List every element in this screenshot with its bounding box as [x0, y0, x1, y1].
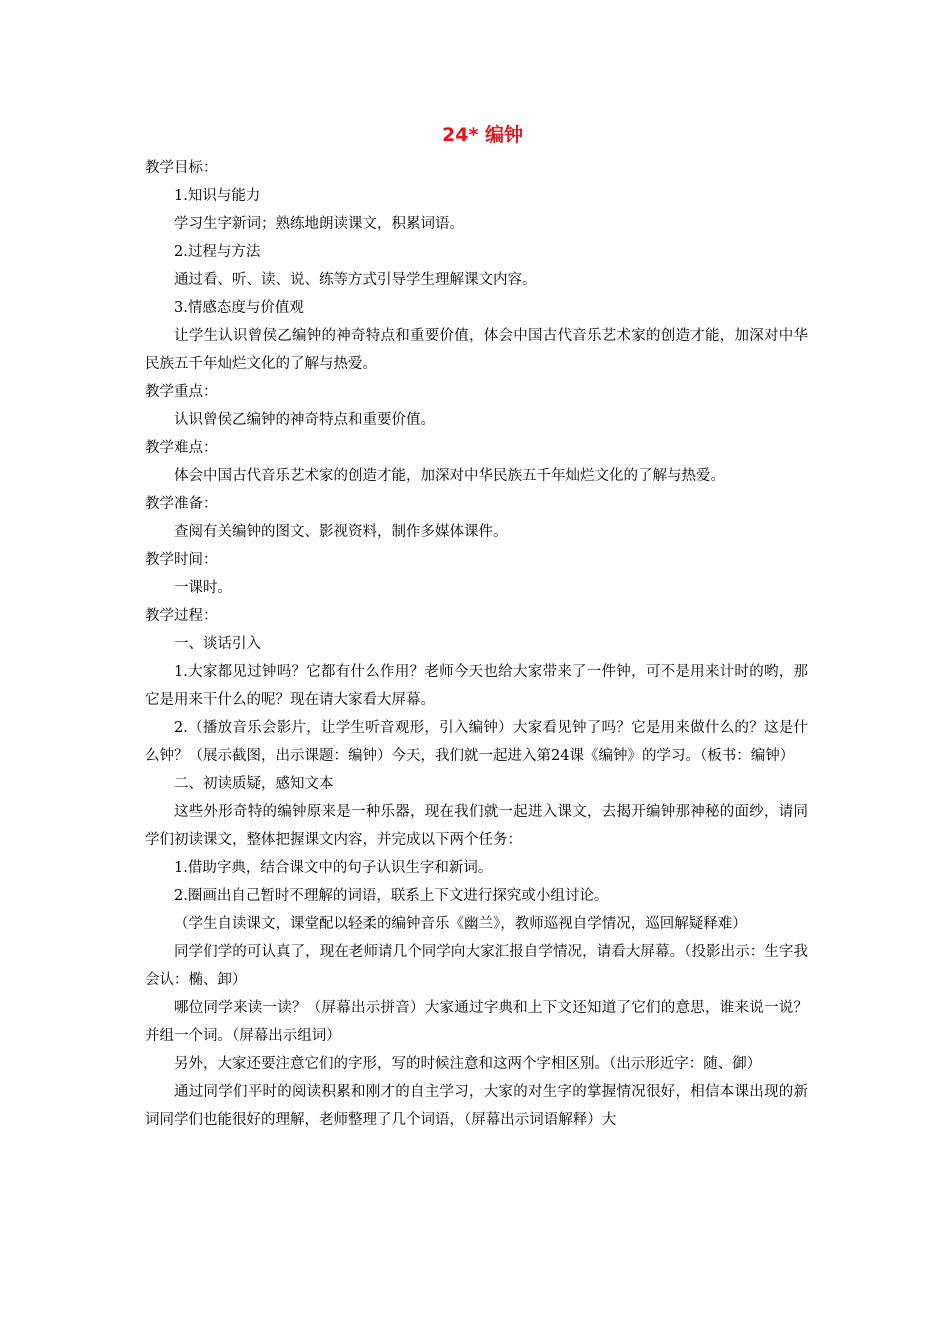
paragraph: 1.大家都见过钟吗？它都有什么作用？老师今天也给大家带来了一件钟，可不是用来计时的哟，那它是用来干什么的呢？现在请大家看大屏幕。	[145, 664, 808, 708]
paragraph: 哪位同学来读一读？（屏幕出示拼音）大家通过字典和上下文还知道了它们的意思，谁来说一说？并组一个词。（屏幕出示组词）	[145, 1000, 808, 1044]
paragraph: 2.（播放音乐会影片，让学生听音观形，引入编钟）大家看见钟了吗？它是用来做什么的？这是什么钟？（展示截图，出示课题：编钟）今天，我们就一起进入第24课《编钟》的学习。（板书：编钟）	[145, 720, 808, 764]
section-heading: 教学时间：	[145, 552, 218, 568]
paragraph: 通过同学们平时的阅读积累和刚才的自主学习，大家的对生字的掌握情况很好，相信本课出现的新词同学们也能很好的理解，老师整理了几个词语，（屏幕出示词语解释）大	[145, 1084, 808, 1128]
paragraph: 体会中国古代音乐艺术家的创造才能，加深对中华民族五千年灿烂文化的了解与热爱。	[174, 468, 725, 484]
section-heading: 教学目标：	[145, 160, 218, 176]
paragraph: （学生自读课文，课堂配以轻柔的编钟音乐《幽兰》，教师巡视自学情况，巡回解疑释难）	[174, 916, 747, 932]
document-title: 24* 编钟	[442, 124, 523, 146]
section-heading: 教学重点：	[145, 384, 218, 400]
paragraph: 1.知识与能力	[174, 188, 261, 204]
paragraph: 一课时。	[174, 580, 232, 596]
document-body	[145, 154, 808, 1134]
paragraph: 2.圈画出自己暂时不理解的词语，联系上下文进行探究或小组讨论。	[174, 888, 609, 904]
section-heading: 教学准备：	[145, 496, 218, 512]
paragraph: 这些外形奇特的编钟原来是一种乐器，现在我们就一起进入课文，去揭开编钟那神秘的面纱，请同学们初读课文，整体把握课文内容，并完成以下两个任务：	[145, 804, 808, 848]
paragraph: 认识曾侯乙编钟的神奇特点和重要价值。	[174, 412, 435, 428]
paragraph: 3.情感态度与价值观	[174, 300, 304, 316]
paragraph: 一、谈话引入	[174, 636, 261, 652]
paragraph: 学习生字新词；熟练地朗读课文，积累词语。	[174, 216, 464, 232]
section-heading: 教学过程：	[145, 608, 218, 624]
paragraph: 同学们学的可认真了，现在老师请几个同学向大家汇报自学情况，请看大屏幕。（投影出示：生字我会认：椭、卸）	[145, 944, 808, 988]
paragraph: 二、初读质疑，感知文本	[174, 776, 334, 792]
paragraph: 查阅有关编钟的图文、影视资料，制作多媒体课件。	[174, 524, 508, 540]
paragraph: 1.借助字典，结合课文中的句子认识生字和新词。	[174, 860, 493, 876]
paragraph: 另外，大家还要注意它们的字形，写的时候注意和这两个字相区别。（出示形近字：随、御）	[174, 1056, 762, 1072]
paragraph: 2.过程与方法	[174, 244, 261, 260]
section-heading: 教学难点：	[145, 440, 218, 456]
paragraph: 通过看、听、读、说、练等方式引导学生理解课文内容。	[174, 272, 537, 288]
paragraph: 让学生认识曾侯乙编钟的神奇特点和重要价值，体会中国古代音乐艺术家的创造才能，加深对中华民族五千年灿烂文化的了解与热爱。	[145, 328, 808, 372]
